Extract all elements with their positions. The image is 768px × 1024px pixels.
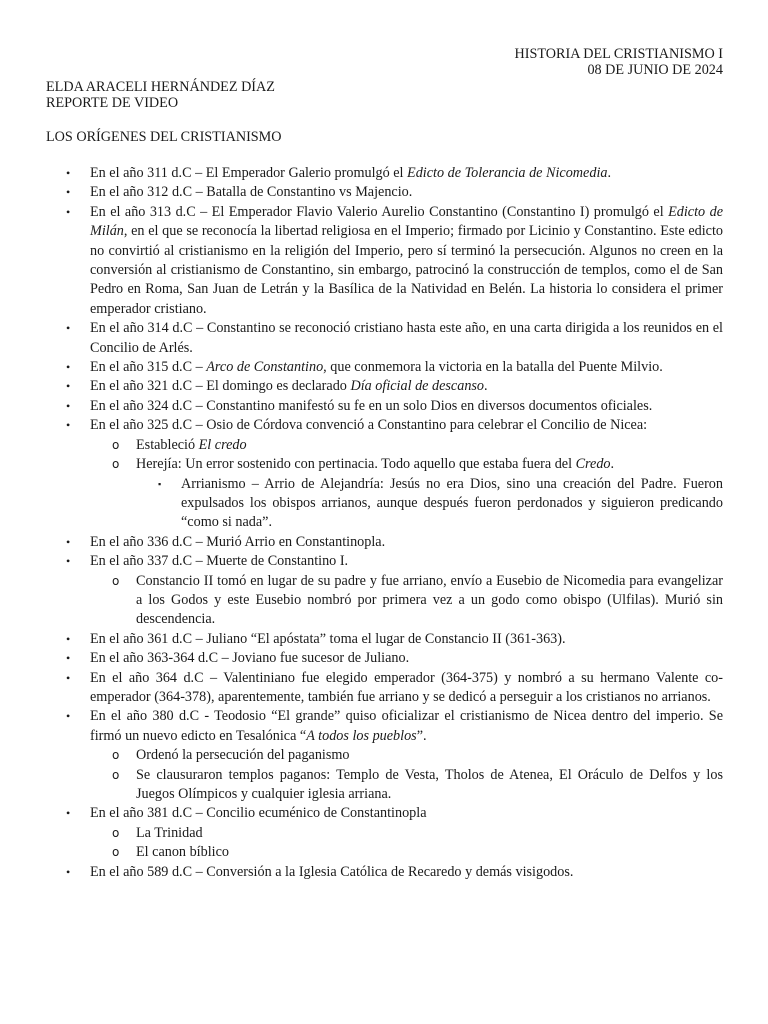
bullet-circle-icon: o: [112, 457, 120, 472]
sub-list-item: [46, 824, 723, 843]
bullet-square-icon: ▪: [158, 478, 162, 489]
list-item: [46, 804, 723, 823]
bullet-disc-icon: •: [66, 398, 71, 413]
header-left: [46, 79, 275, 111]
sub-list-item-text: .: [610, 456, 615, 473]
list-item-emphasis: A todos los pueblos: [306, 727, 417, 744]
list-item-text: .: [607, 165, 612, 181]
bullet-disc-icon: •: [66, 185, 71, 200]
nested-list-item: [46, 475, 723, 533]
list-item-text: En el año 380 d.C - Teodosio “El grande” quiso oficializar el cristianismo de Nicea dentro del imperio. Se firmó un nuevo edicto en Tesalónica “: [90, 708, 723, 744]
list-item-text: En el año 325 d.C – Osio de Córdova convenció a Constantino para celebrar el Concilio de Nicea:: [90, 417, 648, 434]
sub-list-item-text: Se clausuraron templos paganos: Templo de Vesta, Tholos de Atenea, El Oráculo de Delfos y los Juegos Olímpicos y cualquier iglesia arriana.: [136, 766, 723, 802]
sub-list-item-emphasis: El credo: [198, 436, 247, 453]
document-date: 08 DE JUNIO DE 2024: [587, 62, 723, 78]
bullet-circle-icon: o: [112, 767, 120, 782]
sub-list-item-text: Estableció: [136, 436, 199, 453]
list-item-text: En el año 314 d.C – Constantino se reconoció cristiano hasta este año, en una carta dirigida a los reunidos en el Concilio de Arlés.: [90, 320, 723, 356]
list-item-text: En el año 312 d.C – Batalla de Constantino vs Majencio.: [90, 184, 413, 201]
list-item-text: , en el que se reconocía la libertad religiosa en el Imperio; firmado por Licinio y Constantino. Este edicto no convirtió al cristianismo en la religión del Imperio, pero sí terminó la persecución. Algunos no creen en la conversión al cristianismo de Constantino, sin embargo, patrocinó la construcción de templos, como el de San Pedro en Roma, San Juan de Letrán y la Basílica de la Natividad en Belén. La historia lo considera el primer emperador cristiano.: [90, 223, 723, 317]
list-item: [46, 533, 723, 552]
sub-list-item: [46, 455, 723, 474]
nested-list-item-text: Arrianismo – Arrio de Alejandría: Jesús no era Dios, sino una creación del Padre. Fueron expulsados los obispos arrianos, aunque después fueron perdonados y siguieron predicando “como si nada”.: [181, 475, 723, 531]
list-item: [46, 669, 723, 708]
sub-list-item-emphasis: Credo: [575, 456, 611, 473]
bullet-circle-icon: o: [112, 748, 120, 763]
report-type: REPORTE DE VIDEO: [46, 95, 179, 111]
bullet-disc-icon: •: [66, 379, 71, 394]
list-item-text: En el año 311 d.C – El Emperador Galerio promulgó el: [90, 165, 408, 181]
bullet-disc-icon: •: [66, 709, 71, 724]
sub-list-item-text: Constancio II tomó en lugar de su padre y fue arriano, envío a Eusebio de Nicomedia para evangelizar a los Godos y este Eusebio nombró por primera vez a un godo como obispo (Ulfilas). Murió sin descendencia.: [136, 572, 723, 628]
bullet-circle-icon: o: [112, 845, 120, 860]
list-item-text: En el año 363-364 d.C – Joviano fue sucesor de Juliano.: [90, 650, 410, 667]
list-item-text: En el año 324 d.C – Constantino manifestó su fe en un solo Dios en diversos documentos oficiales.: [90, 397, 653, 414]
list-item-text: ”.: [416, 727, 427, 744]
list-item-text: En el año 336 d.C – Murió Arrio en Constantinopla.: [90, 533, 386, 550]
sub-list-item-text: La Trinidad: [136, 824, 203, 841]
list-item: [46, 416, 723, 435]
sub-list-item: [46, 746, 723, 765]
sub-list-item-text: El canon bíblico: [136, 844, 229, 861]
timeline-list: [46, 164, 723, 882]
list-item-text: En el año 364 d.C – Valentiniano fue elegido emperador (364-375) y nombró a su hermano Valente co-emperador (364-378), aparentemente, también fue arriano y se dedicó a perseguir a los cristianos no arrianos.: [90, 669, 723, 705]
list-item: [46, 164, 723, 183]
bullet-disc-icon: •: [66, 631, 71, 646]
author-name: ELDA ARACELI HERNÁNDEZ DÍAZ: [46, 79, 275, 95]
bullet-disc-icon: •: [66, 554, 71, 569]
bullet-disc-icon: •: [66, 321, 71, 336]
list-item-text: En el año 361 d.C – Juliano “El apóstata” toma el lugar de Constancio II (361-363).: [90, 630, 566, 647]
list-item: [46, 707, 723, 746]
list-item: [46, 183, 723, 202]
document-title: LOS ORÍGENES DEL CRISTIANISMO: [46, 129, 282, 145]
bullet-disc-icon: •: [66, 360, 71, 375]
list-item-text: En el año 315 d.C –: [90, 359, 207, 376]
list-item: [46, 319, 723, 358]
sub-list-item: [46, 572, 723, 630]
bullet-circle-icon: o: [112, 825, 120, 840]
list-item: [46, 358, 723, 377]
list-item-text: En el año 589 d.C – Conversión a la Iglesia Católica de Recaredo y demás visigodos.: [90, 863, 574, 880]
list-item: [46, 649, 723, 668]
list-item-emphasis: Edicto de Tolerancia de Nicomedia: [407, 165, 608, 181]
bullet-disc-icon: •: [66, 418, 71, 433]
list-item: [46, 397, 723, 416]
list-item-emphasis: Día oficial de descanso: [350, 378, 485, 395]
list-item-text: En el año 321 d.C – El domingo es declarado: [90, 378, 351, 395]
bullet-disc-icon: •: [66, 534, 71, 549]
bullet-disc-icon: •: [66, 806, 71, 821]
sub-list-item: [46, 766, 723, 805]
sub-list-item: [46, 843, 723, 862]
bullet-disc-icon: •: [66, 166, 71, 180]
list-item: [46, 203, 723, 319]
list-item: [46, 377, 723, 396]
list-item: [46, 552, 723, 571]
list-item-text: , que conmemora la victoria en la batalla del Puente Milvio.: [323, 359, 663, 376]
sub-list-item-text: Ordenó la persecución del paganismo: [136, 747, 350, 764]
list-item-text: En el año 381 d.C – Concilio ecuménico de Constantinopla: [90, 805, 427, 822]
list-item-text: En el año 313 d.C – El Emperador Flavio Valerio Aurelio Constantino (Constantino I) promulgó el: [90, 203, 669, 220]
sub-list-item-text: Herejía: Un error sostenido con pertinacia. Todo aquello que estaba fuera del: [136, 456, 576, 473]
bullet-disc-icon: •: [66, 670, 71, 685]
bullet-circle-icon: o: [112, 437, 120, 452]
bullet-disc-icon: •: [66, 204, 71, 219]
header-right: [515, 46, 723, 78]
list-item-text: En el año 337 d.C – Muerte de Constantino I.: [90, 553, 349, 570]
course-name: HISTORIA DEL CRISTIANISMO I: [514, 46, 723, 62]
list-item-text: .: [484, 378, 488, 395]
list-item: [46, 630, 723, 649]
bullet-disc-icon: •: [66, 864, 71, 879]
list-item-emphasis: Arco de Constantino: [206, 359, 324, 376]
bullet-disc-icon: •: [66, 651, 71, 666]
bullet-circle-icon: o: [112, 573, 120, 588]
list-item-emphasis: Edicto de Milán: [90, 203, 723, 240]
sub-list-item: [46, 436, 723, 455]
list-item: [46, 863, 723, 882]
